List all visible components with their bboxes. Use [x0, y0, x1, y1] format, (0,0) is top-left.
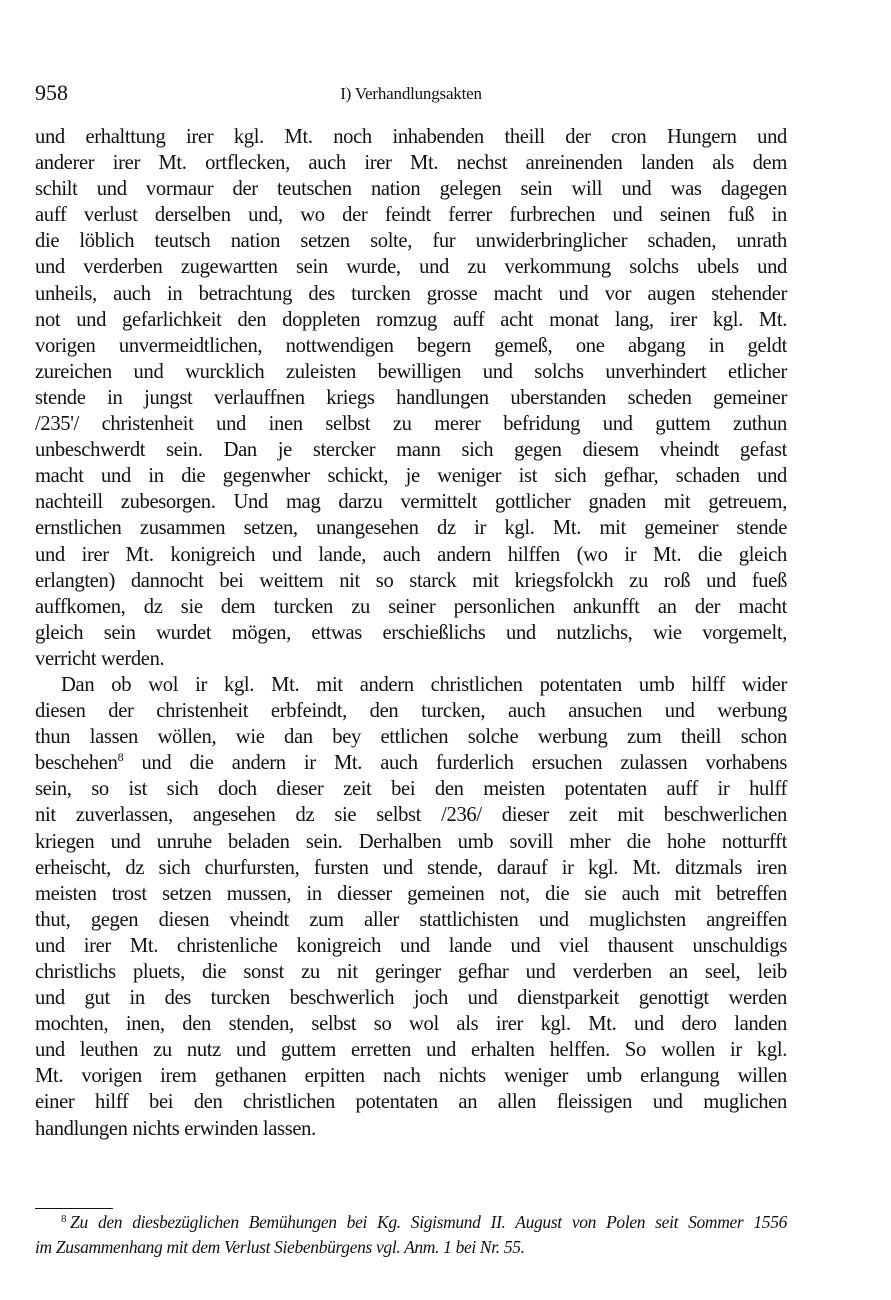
text-line: macht und in die gegenwher schickt, je weniger ist sich gefhar, schaden und — [35, 465, 787, 488]
footnote-line: im Zusammenhang mit dem Verlust Siebenbürgens vgl. Anm. 1 bei Nr. 55. — [35, 1237, 525, 1257]
footnote-reference[interactable]: 8 — [117, 750, 124, 765]
footnote-8 — [35, 1210, 787, 1260]
text-line: anderer irer Mt. ortflecken, auch irer Mt. nechst anreinenden landen als dem — [35, 152, 787, 175]
text-line: nachteill zubesorgen. Und mag darzu vermittelt gottlicher gnaden mit getreuem, — [35, 491, 787, 514]
text-line: und erhalttung irer kgl. Mt. noch inhabenden theill der cron Hungern und — [35, 126, 787, 148]
text-line: gleich sein wurdet mögen, ettwas erschießlichs und nutzlichs, wie vorgemelt, — [35, 621, 787, 644]
text-line: auffkomen, dz sie dem turcken zu seiner personlichen ankunfft an der macht — [35, 595, 787, 618]
footnote-text: Zu den diesbezüglichen Bemühungen bei Kg. Sigismund II. August von Polen seit Sommer 1556 — [70, 1212, 787, 1232]
paragraph-1 — [35, 124, 787, 672]
text-line: Mt. vorigen irem gethanen erpitten nach nichts weniger umb erlangung willen — [35, 1065, 787, 1088]
text-line: unheils, auch in betrachtung des turcken grosse macht und vor augen stehender — [35, 282, 787, 305]
text-line: die löblich teutsch nation setzen solte, fur unwiderbringlicher schaden, unrath — [35, 230, 787, 253]
footnote-mark: 8 — [61, 1213, 67, 1225]
text-line: verricht werden. — [35, 647, 165, 670]
text-line: auff verlust derselben und, wo der feindt ferrer furbrechen und seinen fuß in — [35, 204, 787, 227]
text-line: Dan ob wol ir kgl. Mt. mit andern christlichen potentaten umb hilff wider — [61, 673, 787, 696]
text-line: einer hilff bei den christlichen potentaten an allen fleissigen und muglichen — [35, 1091, 787, 1114]
text-line: erheischt, dz sich churfursten, fursten und stende, darauf ir kgl. Mt. ditzmals iren — [35, 856, 787, 879]
paragraph-2 — [35, 672, 787, 1142]
text-line: christlichs pluets, die sonst zu nit geringer gefhar und verderben an seel, leib — [35, 961, 787, 983]
text-line: und gut in des turcken beschwerlich joch und dienstparkeit genottigt werden — [35, 987, 787, 1010]
text-line: /235'/ christenheit und inen selbst zu merer befridung und guttem zuthun — [35, 413, 787, 436]
text-line: nit zuverlassen, angesehen dz sie selbst /236/ dieser zeit mit beschwerlichen — [35, 804, 787, 827]
text-line: erlangten) dannocht bei weittem nit so starck mit kriegsfolckh zu roß und fueß — [35, 569, 787, 592]
page-number: 958 — [35, 80, 68, 105]
text-line: diesen der christenheit erbfeindt, den turcken, auch ansuchen und werbung — [35, 700, 787, 723]
running-head — [35, 80, 787, 106]
footnote-divider — [35, 1208, 113, 1209]
text-line: handlungen nichts erwinden lassen. — [35, 1117, 316, 1140]
text-line: not und gefarlichkeit den doppleten romzug auff acht monat lang, irer kgl. Mt. — [35, 308, 787, 331]
text-line: meisten trost setzen mussen, in diesser gemeinen not, die sie auch mit betreffen — [35, 882, 787, 905]
text-line: und irer Mt. christenliche konigreich und lande und viel thausent unschuldigs — [35, 934, 787, 957]
body-text — [35, 124, 787, 1142]
text-line: unbeschwerdt sein. Dan je stercker mann sich gegen diesem vheindt gefast — [35, 439, 787, 462]
text-line: zureichen und wurcklich zuleisten bewilligen und solchs unverhindert etlicher — [35, 360, 787, 383]
footnote-line — [35, 1210, 787, 1235]
text-line: thut, gegen diesen vheindt zum aller stattlichisten und muglichsten angreiffen — [35, 908, 787, 931]
footnotes — [35, 1210, 787, 1260]
running-title: I) Verhandlungsakten — [340, 84, 482, 103]
text-line: und leuthen zu nutz und guttem erretten und erhalten helffen. So wollen ir kgl. — [35, 1039, 787, 1062]
text-line: sein, so ist sich doch dieser zeit bei den meisten potentaten auff ir hulff — [35, 778, 787, 801]
text-line: mochten, inen, den stenden, selbst so wol als irer kgl. Mt. und dero landen — [35, 1013, 787, 1036]
text-line: thun lassen wöllen, wie dan bey ettlichen solche werbung zum theill schon — [35, 726, 787, 749]
text-fragment: beschehen — [35, 752, 118, 775]
text-fragment: und die andern ir Mt. auch furderlich ersuchen zulassen vorhabens — [123, 752, 787, 775]
text-line: schilt und vormaur der teutschen nation gelegen sein will und was dagegen — [35, 178, 787, 201]
text-line — [35, 750, 787, 776]
text-line: und irer Mt. konigreich und lande, auch andern hilffen (wo ir Mt. die gleich — [35, 543, 787, 566]
text-line: und verderben zugewartten sein wurde, und zu verkommung solchs ubels und — [35, 256, 787, 279]
text-line: ernstlichen zusammen setzen, unangesehen dz ir kgl. Mt. mit gemeiner stende — [35, 517, 787, 540]
text-line: stende in jungst verlauffnen kriegs handlungen uberstanden scheden gemeiner — [35, 386, 787, 409]
text-line: kriegen und unruhe beladen sein. Derhalben umb sovill mher die hohe notturfft — [35, 830, 787, 853]
text-line: vorigen unvermeidtlichen, nottwendigen begern gemeß, one abgang in geldt — [35, 334, 787, 357]
